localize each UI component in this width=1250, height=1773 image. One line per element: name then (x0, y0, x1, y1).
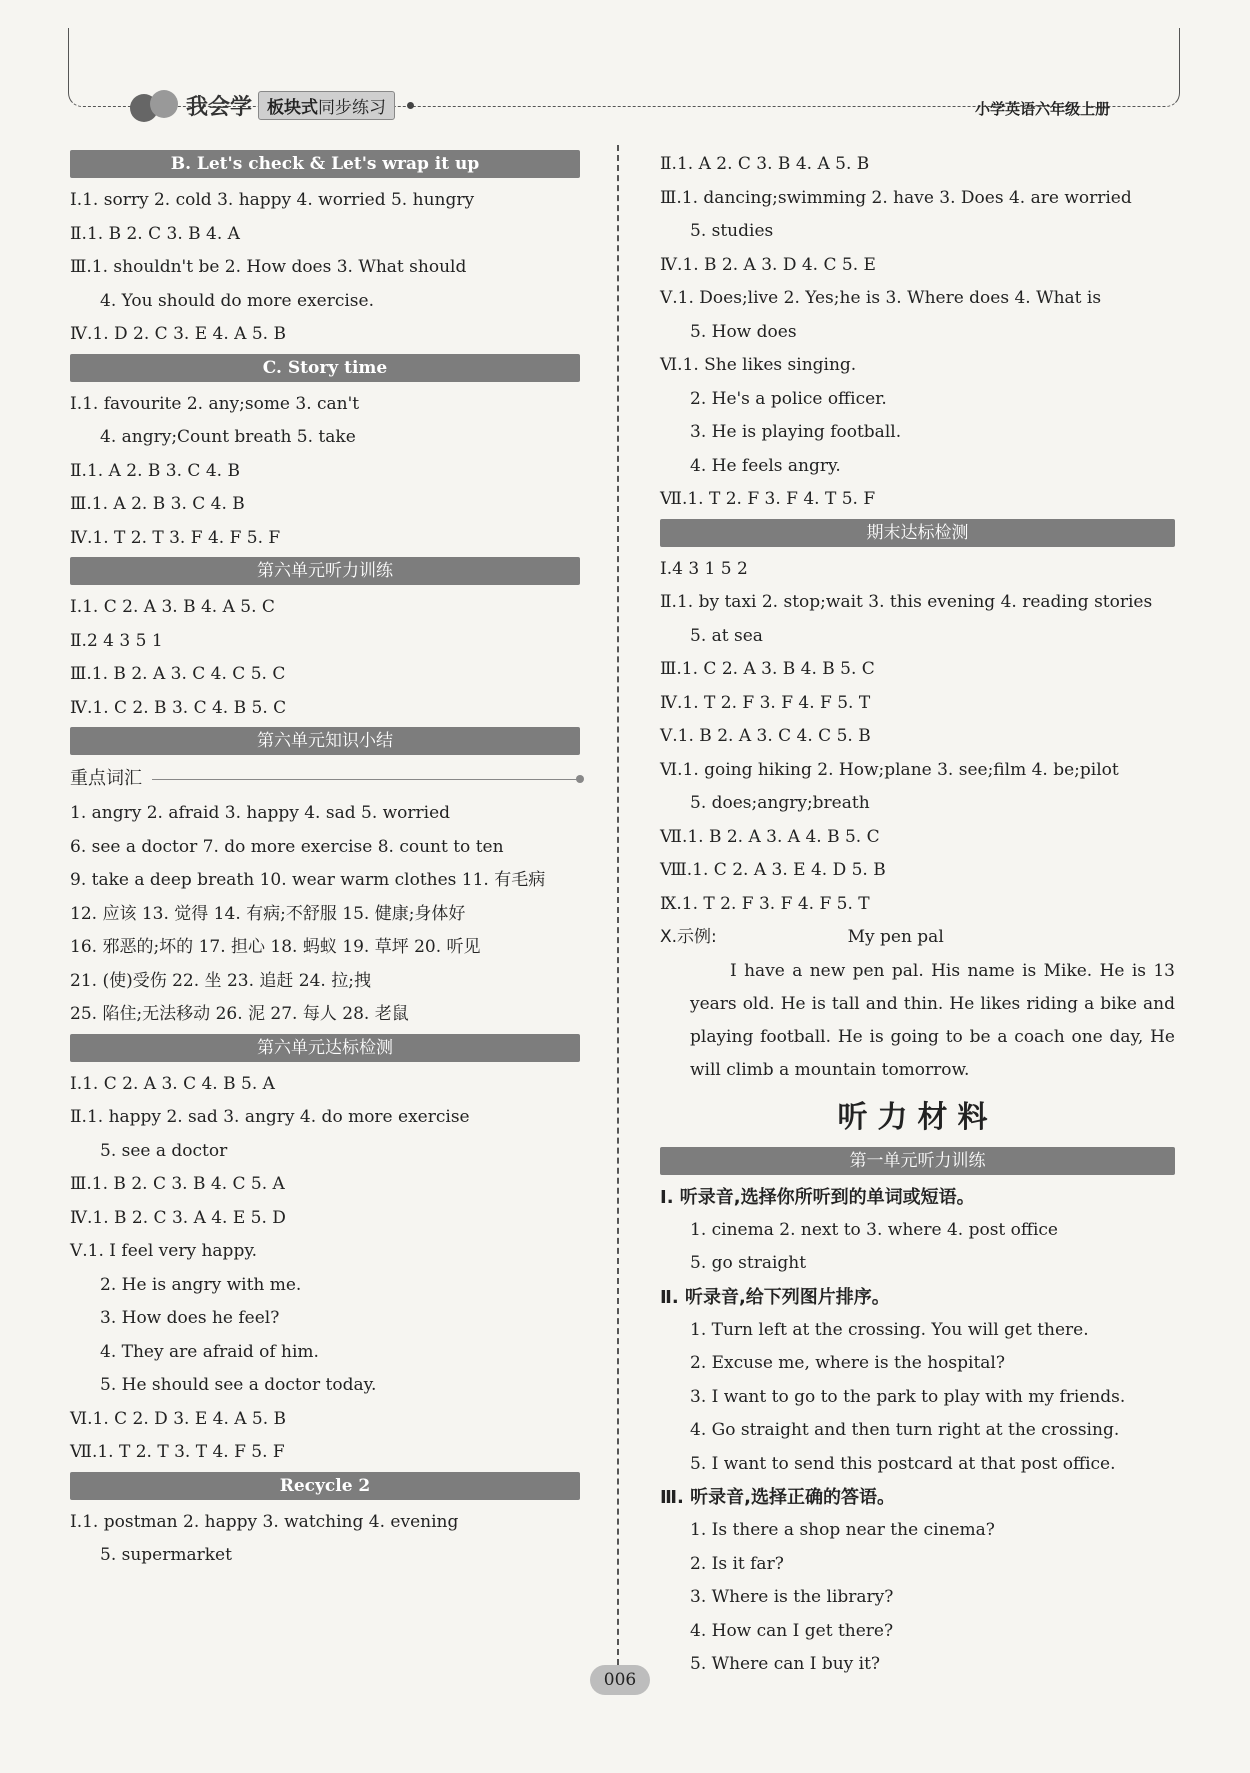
answer-line: Ⅱ.2 4 3 5 1 (70, 630, 163, 651)
listening-materials-title: 听力材料 (837, 1099, 998, 1135)
answer-line: Ⅰ.1. sorry 2. cold 3. happy 4. worried 5. hungry (70, 190, 475, 210)
answer-line: 5. does;angry;breath (690, 793, 870, 813)
answer-line: Ⅱ.1. happy 2. sad 3. angry 4. do more exercise (70, 1107, 470, 1127)
answer-line: 5. How does (690, 321, 797, 342)
answer-line: 5. go straight (690, 1253, 807, 1273)
answer-line: 16. 邪恶的;坏的 17. 担心 18. 蚂蚁 19. 草坪 20. 听见 (70, 937, 481, 957)
answer-line: Ⅲ.1. B 2. C 3. B 4. C 5. A (70, 1174, 285, 1194)
answer-line: Ⅴ.1. B 2. A 3. C 4. C 5. B (660, 726, 871, 746)
answer-line: Ⅰ.1. C 2. A 3. C 4. B 5. A (70, 1073, 275, 1094)
answer-line: 2. He is angry with me. (100, 1274, 302, 1295)
section-title: 第六单元知识小结 (70, 727, 580, 755)
question-heading: Ⅲ. 听录音,选择正确的答语。 (660, 1487, 895, 1508)
answer-line: 5. He should see a doctor today. (100, 1375, 377, 1395)
column-divider (617, 145, 619, 1665)
answer-line: Ⅷ.1. C 2. A 3. E 4. D 5. B (660, 860, 886, 880)
answer-line: Ⅰ.1. favourite 2. any;some 3. can't (70, 393, 360, 414)
answer-line: 4. angry;Count breath 5. take (100, 427, 356, 447)
answer-line: 6. see a doctor 7. do more exercise 8. count to ten (70, 836, 504, 857)
answer-line: Ⅱ.1. by taxi 2. stop;wait 3. this evening 4. reading stories (660, 592, 1153, 612)
answer-line: 5. studies (690, 221, 774, 241)
answer-line: 2. Excuse me, where is the hospital? (690, 1353, 1005, 1373)
answer-line: 5. see a doctor (100, 1140, 228, 1161)
brand-name: 我会学 (186, 94, 253, 120)
answer-line: 1. Is there a shop near the cinema? (690, 1520, 995, 1540)
section-title: 期末达标检测 (660, 519, 1175, 547)
answer-line: Ⅲ.1. dancing;swimming 2. have 3. Does 4. are worried (660, 187, 1132, 208)
header-brand (130, 88, 414, 122)
answer-line: 1. cinema 2. next to 3. where 4. post office (690, 1219, 1058, 1240)
answer-line: Ⅴ.1. Does;live 2. Yes;he is 3. Where does 4. What is (660, 288, 1102, 308)
answer-line: 4. How can I get there? (690, 1620, 894, 1641)
answer-line: 12. 应该 13. 觉得 14. 有病;不舒服 15. 健康;身体好 (70, 903, 466, 924)
answer-line: 1. angry 2. afraid 3. happy 4. sad 5. worried (70, 803, 451, 823)
answer-line: Ⅵ.1. She likes singing. (660, 355, 857, 375)
book-title: 小学英语六年级上册 (974, 100, 1110, 118)
right-column (660, 148, 1175, 1682)
answer-line: Ⅰ.1. postman 2. happy 3. watching 4. evening (70, 1511, 459, 1532)
answer-line: Ⅵ.1. going hiking 2. How;plane 3. see;film 4. be;pilot (660, 759, 1119, 780)
answer-line: 5. supermarket (100, 1545, 232, 1565)
answer-line: Ⅶ.1. B 2. A 3. A 4. B 5. C (660, 826, 880, 847)
answer-line: 2. Is it far? (690, 1553, 784, 1574)
answer-line: 21. (使)受伤 22. 坐 23. 追赶 24. 拉;拽 (70, 970, 371, 991)
answer-line: Ⅲ.1. B 2. A 3. C 4. C 5. C (70, 664, 286, 684)
answer-line: Ⅲ.1. A 2. B 3. C 4. B (70, 494, 245, 514)
example-label: Ⅹ.示例: (660, 927, 717, 947)
brand-logo-icon (130, 88, 180, 122)
header-dot-icon (407, 102, 414, 109)
answer-line: Ⅲ.1. shouldn't be 2. How does 3. What should (70, 257, 467, 277)
answer-line: Ⅰ.4 3 1 5 2 (660, 558, 748, 579)
answer-line: 25. 陷住;无法移动 26. 泥 27. 每人 28. 老鼠 (70, 1004, 409, 1024)
answer-line: 5. I want to send this postcard at that post office. (690, 1453, 1116, 1474)
answer-line: 4. Go straight and then turn right at the crossing. (690, 1420, 1120, 1440)
question-heading: Ⅰ. 听录音,选择你所听到的单词或短语。 (660, 1186, 975, 1208)
section-title: C. Story time (70, 354, 580, 382)
answer-line: Ⅳ.1. B 2. A 3. D 4. C 5. E (660, 254, 876, 275)
answer-line: 1. Turn left at the crossing. You will get there. (690, 1319, 1089, 1340)
answer-line: Ⅱ.1. B 2. C 3. B 4. A (70, 223, 240, 244)
answer-line: 5. at sea (690, 625, 763, 646)
answer-line: Ⅰ.1. C 2. A 3. B 4. A 5. C (70, 597, 275, 617)
answer-line: Ⅳ.1. T 2. T 3. F 4. F 5. F (70, 527, 281, 548)
answer-line: Ⅶ.1. T 2. F 3. F 4. T 5. F (660, 489, 876, 509)
answer-line: Ⅳ.1. T 2. F 3. F 4. F 5. T (660, 692, 871, 713)
section-title: Recycle 2 (70, 1472, 580, 1500)
section-title: 第一单元听力训练 (660, 1147, 1175, 1175)
vocab-subhead: 重点词汇 (70, 761, 580, 797)
answer-line: 3. I want to go to the park to play with my friends. (690, 1386, 1126, 1407)
answer-line: 4. They are afraid of him. (100, 1341, 319, 1362)
answer-line: Ⅸ.1. T 2. F 3. F 4. F 5. T (660, 893, 870, 914)
answer-line: 5. Where can I buy it? (690, 1654, 881, 1674)
answer-line: 2. He's a police officer. (690, 388, 887, 409)
section-title: 第六单元达标检测 (70, 1034, 580, 1062)
answer-line: Ⅱ.1. A 2. B 3. C 4. B (70, 460, 240, 481)
answer-line: 3. He is playing football. (690, 422, 902, 442)
answer-line: 3. How does he feel? (100, 1308, 280, 1328)
series-tag: 板块式同步练习 (258, 91, 395, 120)
answer-line: 9. take a deep breath 10. wear warm clothes 11. 有毛病 (70, 870, 546, 890)
answer-line: 4. You should do more exercise. (100, 290, 374, 311)
answer-line: Ⅱ.1. A 2. C 3. B 4. A 5. B (660, 154, 870, 174)
answer-line: Ⅳ.1. C 2. B 3. C 4. B 5. C (70, 697, 287, 718)
answer-line: Ⅵ.1. C 2. D 3. E 4. A 5. B (70, 1408, 287, 1429)
answer-line: Ⅴ.1. I feel very happy. (70, 1241, 258, 1261)
section-title: 第六单元听力训练 (70, 557, 580, 585)
answer-line: Ⅶ.1. T 2. T 3. T 4. F 5. F (70, 1442, 285, 1462)
answer-line: 4. He feels angry. (690, 455, 841, 476)
section-title: B. Let's check & Let's wrap it up (70, 150, 580, 178)
answer-line: Ⅳ.1. B 2. C 3. A 4. E 5. D (70, 1207, 286, 1228)
answer-line: 3. Where is the library? (690, 1587, 894, 1607)
question-heading: Ⅱ. 听录音,给下列图片排序。 (660, 1286, 890, 1308)
answer-line: Ⅳ.1. D 2. C 3. E 4. A 5. B (70, 324, 286, 344)
essay-title: My pen pal (847, 927, 944, 947)
left-column (70, 148, 580, 1573)
page-number: 006 (590, 1665, 650, 1695)
answer-line: Ⅲ.1. C 2. A 3. B 4. B 5. C (660, 659, 875, 679)
essay-paragraph: I have a new pen pal. His name is Mike. He is 13 years old. He is tall and thin. He likes riding a bike and playing football. He is going to be a coach one day, He will climb a mountain tomorrow. (690, 960, 1175, 1080)
example-line (660, 921, 1175, 955)
